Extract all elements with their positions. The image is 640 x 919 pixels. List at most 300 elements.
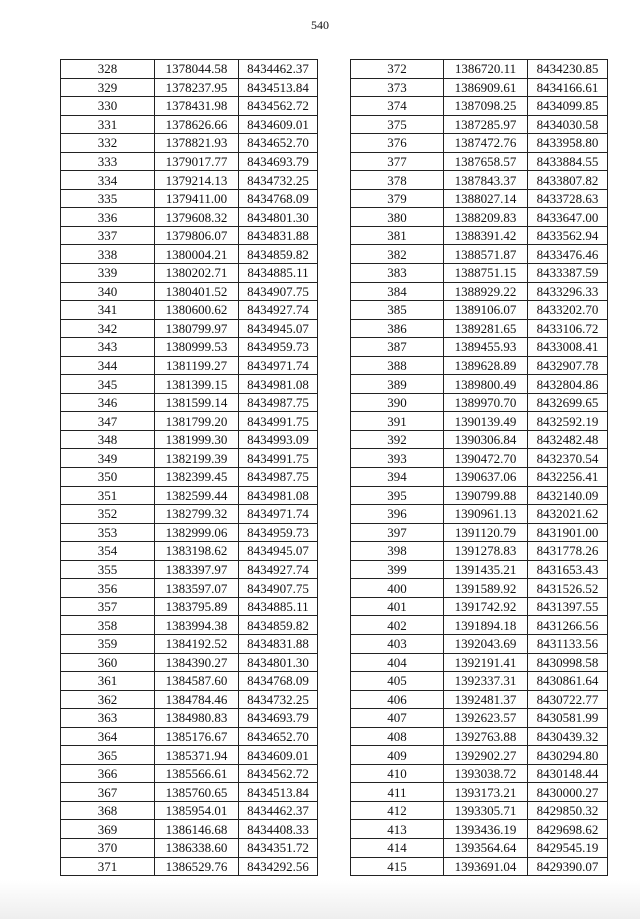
y-coordinate-cell: 8430861.64 xyxy=(528,672,608,691)
point-number-cell: 395 xyxy=(351,486,444,505)
table-row xyxy=(351,653,608,672)
table-row xyxy=(351,449,608,468)
table-row xyxy=(61,634,318,653)
point-number-cell: 391 xyxy=(351,412,444,431)
point-number-cell: 354 xyxy=(61,542,155,561)
table-row xyxy=(351,226,608,245)
x-coordinate-cell: 1392623.57 xyxy=(444,709,528,728)
y-coordinate-cell: 8433958.80 xyxy=(528,134,608,153)
y-coordinate-cell: 8432140.09 xyxy=(528,486,608,505)
table-row xyxy=(61,486,318,505)
y-coordinate-cell: 8429545.19 xyxy=(528,838,608,857)
table-row xyxy=(61,226,318,245)
y-coordinate-cell: 8433476.46 xyxy=(528,245,608,264)
x-coordinate-cell: 1393564.64 xyxy=(444,838,528,857)
table-row xyxy=(351,634,608,653)
table-row xyxy=(61,60,318,79)
x-coordinate-cell: 1381999.30 xyxy=(155,430,239,449)
x-coordinate-cell: 1379411.00 xyxy=(155,189,239,208)
y-coordinate-cell: 8432021.62 xyxy=(528,505,608,524)
table-row xyxy=(61,542,318,561)
x-coordinate-cell: 1379806.07 xyxy=(155,226,239,245)
x-coordinate-cell: 1383795.89 xyxy=(155,597,239,616)
y-coordinate-cell: 8433387.59 xyxy=(528,264,608,283)
table-row xyxy=(61,838,318,857)
point-number-cell: 387 xyxy=(351,338,444,357)
x-coordinate-cell: 1387658.57 xyxy=(444,152,528,171)
x-coordinate-cell: 1382399.45 xyxy=(155,468,239,487)
point-number-cell: 401 xyxy=(351,597,444,616)
table-row xyxy=(61,134,318,153)
x-coordinate-cell: 1392337.31 xyxy=(444,672,528,691)
x-coordinate-cell: 1380600.62 xyxy=(155,301,239,320)
point-number-cell: 340 xyxy=(61,282,155,301)
table-row xyxy=(351,412,608,431)
table-row xyxy=(351,801,608,820)
y-coordinate-cell: 8434801.30 xyxy=(239,653,318,672)
coordinates-table-right xyxy=(350,59,608,876)
y-coordinate-cell: 8434927.74 xyxy=(239,301,318,320)
point-number-cell: 385 xyxy=(351,301,444,320)
point-number-cell: 367 xyxy=(61,783,155,802)
x-coordinate-cell: 1382199.39 xyxy=(155,449,239,468)
point-number-cell: 414 xyxy=(351,838,444,857)
x-coordinate-cell: 1383994.38 xyxy=(155,616,239,635)
x-coordinate-cell: 1390139.49 xyxy=(444,412,528,431)
y-coordinate-cell: 8434030.58 xyxy=(528,115,608,134)
point-number-cell: 372 xyxy=(351,60,444,79)
point-number-cell: 329 xyxy=(61,78,155,97)
point-number-cell: 352 xyxy=(61,505,155,524)
x-coordinate-cell: 1386338.60 xyxy=(155,838,239,857)
y-coordinate-cell: 8434351.72 xyxy=(239,838,318,857)
y-coordinate-cell: 8434885.11 xyxy=(239,264,318,283)
point-number-cell: 335 xyxy=(61,189,155,208)
x-coordinate-cell: 1390306.84 xyxy=(444,430,528,449)
y-coordinate-cell: 8434768.09 xyxy=(239,672,318,691)
y-coordinate-cell: 8434993.09 xyxy=(239,430,318,449)
table-row xyxy=(351,579,608,598)
table-row xyxy=(351,430,608,449)
table-row xyxy=(61,319,318,338)
table-row xyxy=(351,319,608,338)
y-coordinate-cell: 8434652.70 xyxy=(239,134,318,153)
table-row xyxy=(351,264,608,283)
table-row xyxy=(351,60,608,79)
table-row xyxy=(61,653,318,672)
y-coordinate-cell: 8433807.82 xyxy=(528,171,608,190)
point-number-cell: 378 xyxy=(351,171,444,190)
y-coordinate-cell: 8431397.55 xyxy=(528,597,608,616)
point-number-cell: 392 xyxy=(351,430,444,449)
table-row xyxy=(61,820,318,839)
x-coordinate-cell: 1392763.88 xyxy=(444,727,528,746)
x-coordinate-cell: 1388027.14 xyxy=(444,189,528,208)
y-coordinate-cell: 8434945.07 xyxy=(239,319,318,338)
table-row xyxy=(351,672,608,691)
table-row xyxy=(351,78,608,97)
x-coordinate-cell: 1390961.13 xyxy=(444,505,528,524)
table-row xyxy=(351,393,608,412)
point-number-cell: 345 xyxy=(61,375,155,394)
x-coordinate-cell: 1387472.76 xyxy=(444,134,528,153)
x-coordinate-cell: 1380999.53 xyxy=(155,338,239,357)
point-number-cell: 371 xyxy=(61,857,155,876)
y-coordinate-cell: 8433296.33 xyxy=(528,282,608,301)
y-coordinate-cell: 8430722.77 xyxy=(528,690,608,709)
point-number-cell: 348 xyxy=(61,430,155,449)
x-coordinate-cell: 1385371.94 xyxy=(155,746,239,765)
table-row xyxy=(351,338,608,357)
point-number-cell: 332 xyxy=(61,134,155,153)
x-coordinate-cell: 1381399.15 xyxy=(155,375,239,394)
x-coordinate-cell: 1387098.25 xyxy=(444,97,528,116)
point-number-cell: 328 xyxy=(61,60,155,79)
y-coordinate-cell: 8434099.85 xyxy=(528,97,608,116)
y-coordinate-cell: 8434609.01 xyxy=(239,746,318,765)
point-number-cell: 342 xyxy=(61,319,155,338)
point-number-cell: 364 xyxy=(61,727,155,746)
y-coordinate-cell: 8434945.07 xyxy=(239,542,318,561)
y-coordinate-cell: 8430439.32 xyxy=(528,727,608,746)
point-number-cell: 383 xyxy=(351,264,444,283)
table-row xyxy=(351,208,608,227)
point-number-cell: 400 xyxy=(351,579,444,598)
point-number-cell: 337 xyxy=(61,226,155,245)
point-number-cell: 366 xyxy=(61,764,155,783)
table-row xyxy=(61,579,318,598)
table-row xyxy=(61,356,318,375)
table-row xyxy=(351,542,608,561)
x-coordinate-cell: 1383597.07 xyxy=(155,579,239,598)
y-coordinate-cell: 8434292.56 xyxy=(239,857,318,876)
x-coordinate-cell: 1388571.87 xyxy=(444,245,528,264)
table-row xyxy=(351,616,608,635)
table-row xyxy=(351,171,608,190)
table-row xyxy=(61,97,318,116)
x-coordinate-cell: 1390799.88 xyxy=(444,486,528,505)
table-row xyxy=(61,783,318,802)
x-coordinate-cell: 1393691.04 xyxy=(444,857,528,876)
x-coordinate-cell: 1379608.32 xyxy=(155,208,239,227)
y-coordinate-cell: 8434971.74 xyxy=(239,356,318,375)
table-row xyxy=(61,764,318,783)
point-number-cell: 351 xyxy=(61,486,155,505)
x-coordinate-cell: 1385566.61 xyxy=(155,764,239,783)
y-coordinate-cell: 8434732.25 xyxy=(239,690,318,709)
table-row xyxy=(61,727,318,746)
x-coordinate-cell: 1388929.22 xyxy=(444,282,528,301)
point-number-cell: 384 xyxy=(351,282,444,301)
x-coordinate-cell: 1384784.46 xyxy=(155,690,239,709)
y-coordinate-cell: 8432482.48 xyxy=(528,430,608,449)
x-coordinate-cell: 1384587.60 xyxy=(155,672,239,691)
x-coordinate-cell: 1379214.13 xyxy=(155,171,239,190)
table-row xyxy=(351,97,608,116)
point-number-cell: 362 xyxy=(61,690,155,709)
y-coordinate-cell: 8434408.33 xyxy=(239,820,318,839)
table-row xyxy=(351,486,608,505)
point-number-cell: 330 xyxy=(61,97,155,116)
y-coordinate-cell: 8430998.58 xyxy=(528,653,608,672)
x-coordinate-cell: 1389628.89 xyxy=(444,356,528,375)
table-row xyxy=(61,171,318,190)
table-row xyxy=(61,709,318,728)
point-number-cell: 341 xyxy=(61,301,155,320)
y-coordinate-cell: 8434831.88 xyxy=(239,634,318,653)
x-coordinate-cell: 1391278.83 xyxy=(444,542,528,561)
y-coordinate-cell: 8430148.44 xyxy=(528,764,608,783)
x-coordinate-cell: 1389970.70 xyxy=(444,393,528,412)
y-coordinate-cell: 8434927.74 xyxy=(239,560,318,579)
table-row xyxy=(351,245,608,264)
y-coordinate-cell: 8433562.94 xyxy=(528,226,608,245)
x-coordinate-cell: 1391742.92 xyxy=(444,597,528,616)
x-coordinate-cell: 1382799.32 xyxy=(155,505,239,524)
table-row xyxy=(61,338,318,357)
x-coordinate-cell: 1390472.70 xyxy=(444,449,528,468)
y-coordinate-cell: 8434831.88 xyxy=(239,226,318,245)
point-number-cell: 363 xyxy=(61,709,155,728)
y-coordinate-cell: 8434462.37 xyxy=(239,801,318,820)
x-coordinate-cell: 1391435.21 xyxy=(444,560,528,579)
point-number-cell: 405 xyxy=(351,672,444,691)
table-row xyxy=(351,282,608,301)
y-coordinate-cell: 8434230.85 xyxy=(528,60,608,79)
table-row xyxy=(351,134,608,153)
y-coordinate-cell: 8434981.08 xyxy=(239,375,318,394)
point-number-cell: 404 xyxy=(351,653,444,672)
table-row xyxy=(351,820,608,839)
point-number-cell: 377 xyxy=(351,152,444,171)
point-number-cell: 403 xyxy=(351,634,444,653)
table-row xyxy=(61,189,318,208)
point-number-cell: 380 xyxy=(351,208,444,227)
y-coordinate-cell: 8434981.08 xyxy=(239,486,318,505)
point-number-cell: 381 xyxy=(351,226,444,245)
table-row xyxy=(351,783,608,802)
x-coordinate-cell: 1391589.92 xyxy=(444,579,528,598)
y-coordinate-cell: 8434801.30 xyxy=(239,208,318,227)
x-coordinate-cell: 1392043.69 xyxy=(444,634,528,653)
table-row xyxy=(61,690,318,709)
table-row xyxy=(61,560,318,579)
x-coordinate-cell: 1386909.61 xyxy=(444,78,528,97)
y-coordinate-cell: 8431901.00 xyxy=(528,523,608,542)
point-number-cell: 336 xyxy=(61,208,155,227)
page-bottom-shadow xyxy=(0,880,640,919)
y-coordinate-cell: 8431133.56 xyxy=(528,634,608,653)
table-row xyxy=(351,301,608,320)
x-coordinate-cell: 1384980.83 xyxy=(155,709,239,728)
point-number-cell: 408 xyxy=(351,727,444,746)
table-row xyxy=(351,690,608,709)
table-row xyxy=(61,523,318,542)
point-number-cell: 333 xyxy=(61,152,155,171)
table-row xyxy=(61,208,318,227)
y-coordinate-cell: 8434987.75 xyxy=(239,393,318,412)
y-coordinate-cell: 8434959.73 xyxy=(239,523,318,542)
x-coordinate-cell: 1390637.06 xyxy=(444,468,528,487)
x-coordinate-cell: 1386146.68 xyxy=(155,820,239,839)
x-coordinate-cell: 1393173.21 xyxy=(444,783,528,802)
x-coordinate-cell: 1392902.27 xyxy=(444,746,528,765)
y-coordinate-cell: 8434859.82 xyxy=(239,245,318,264)
y-coordinate-cell: 8434562.72 xyxy=(239,764,318,783)
y-coordinate-cell: 8432370.54 xyxy=(528,449,608,468)
y-coordinate-cell: 8434652.70 xyxy=(239,727,318,746)
y-coordinate-cell: 8434462.37 xyxy=(239,60,318,79)
coordinates-table-left xyxy=(60,59,318,876)
y-coordinate-cell: 8434693.79 xyxy=(239,709,318,728)
point-number-cell: 413 xyxy=(351,820,444,839)
table-row xyxy=(351,152,608,171)
point-number-cell: 368 xyxy=(61,801,155,820)
y-coordinate-cell: 8433884.55 xyxy=(528,152,608,171)
point-number-cell: 350 xyxy=(61,468,155,487)
table-row xyxy=(61,301,318,320)
x-coordinate-cell: 1378237.95 xyxy=(155,78,239,97)
y-coordinate-cell: 8434693.79 xyxy=(239,152,318,171)
y-coordinate-cell: 8434732.25 xyxy=(239,171,318,190)
table-row xyxy=(351,746,608,765)
table-row xyxy=(61,282,318,301)
x-coordinate-cell: 1380004.21 xyxy=(155,245,239,264)
point-number-cell: 339 xyxy=(61,264,155,283)
point-number-cell: 379 xyxy=(351,189,444,208)
x-coordinate-cell: 1378044.58 xyxy=(155,60,239,79)
point-number-cell: 399 xyxy=(351,560,444,579)
table-row xyxy=(351,375,608,394)
point-number-cell: 353 xyxy=(61,523,155,542)
table-row xyxy=(61,505,318,524)
table-row xyxy=(351,560,608,579)
y-coordinate-cell: 8434513.84 xyxy=(239,783,318,802)
y-coordinate-cell: 8434959.73 xyxy=(239,338,318,357)
x-coordinate-cell: 1387285.97 xyxy=(444,115,528,134)
x-coordinate-cell: 1382999.06 xyxy=(155,523,239,542)
point-number-cell: 346 xyxy=(61,393,155,412)
x-coordinate-cell: 1381799.20 xyxy=(155,412,239,431)
y-coordinate-cell: 8433106.72 xyxy=(528,319,608,338)
point-number-cell: 343 xyxy=(61,338,155,357)
table-row xyxy=(61,393,318,412)
y-coordinate-cell: 8430000.27 xyxy=(528,783,608,802)
y-coordinate-cell: 8433008.41 xyxy=(528,338,608,357)
point-number-cell: 394 xyxy=(351,468,444,487)
x-coordinate-cell: 1385954.01 xyxy=(155,801,239,820)
table-row xyxy=(351,505,608,524)
table-row xyxy=(61,115,318,134)
x-coordinate-cell: 1389800.49 xyxy=(444,375,528,394)
x-coordinate-cell: 1378821.93 xyxy=(155,134,239,153)
point-number-cell: 361 xyxy=(61,672,155,691)
x-coordinate-cell: 1392481.37 xyxy=(444,690,528,709)
table-row xyxy=(351,857,608,876)
y-coordinate-cell: 8433728.63 xyxy=(528,189,608,208)
point-number-cell: 410 xyxy=(351,764,444,783)
x-coordinate-cell: 1380799.97 xyxy=(155,319,239,338)
table-row xyxy=(61,264,318,283)
x-coordinate-cell: 1386720.11 xyxy=(444,60,528,79)
point-number-cell: 347 xyxy=(61,412,155,431)
point-number-cell: 406 xyxy=(351,690,444,709)
table-row xyxy=(61,672,318,691)
y-coordinate-cell: 8432256.41 xyxy=(528,468,608,487)
point-number-cell: 415 xyxy=(351,857,444,876)
point-number-cell: 360 xyxy=(61,653,155,672)
point-number-cell: 349 xyxy=(61,449,155,468)
point-number-cell: 386 xyxy=(351,319,444,338)
point-number-cell: 338 xyxy=(61,245,155,264)
y-coordinate-cell: 8434885.11 xyxy=(239,597,318,616)
point-number-cell: 382 xyxy=(351,245,444,264)
y-coordinate-cell: 8434562.72 xyxy=(239,97,318,116)
y-coordinate-cell: 8434991.75 xyxy=(239,412,318,431)
x-coordinate-cell: 1385760.65 xyxy=(155,783,239,802)
y-coordinate-cell: 8432804.86 xyxy=(528,375,608,394)
point-number-cell: 365 xyxy=(61,746,155,765)
y-coordinate-cell: 8429698.62 xyxy=(528,820,608,839)
x-coordinate-cell: 1379017.77 xyxy=(155,152,239,171)
y-coordinate-cell: 8434907.75 xyxy=(239,282,318,301)
x-coordinate-cell: 1391120.79 xyxy=(444,523,528,542)
x-coordinate-cell: 1389106.07 xyxy=(444,301,528,320)
y-coordinate-cell: 8432592.19 xyxy=(528,412,608,431)
table-row xyxy=(61,597,318,616)
point-number-cell: 407 xyxy=(351,709,444,728)
table-row xyxy=(351,189,608,208)
x-coordinate-cell: 1389455.93 xyxy=(444,338,528,357)
point-number-cell: 393 xyxy=(351,449,444,468)
y-coordinate-cell: 8434609.01 xyxy=(239,115,318,134)
point-number-cell: 334 xyxy=(61,171,155,190)
table-row xyxy=(61,616,318,635)
point-number-cell: 390 xyxy=(351,393,444,412)
table-row xyxy=(61,801,318,820)
x-coordinate-cell: 1388751.15 xyxy=(444,264,528,283)
x-coordinate-cell: 1385176.67 xyxy=(155,727,239,746)
x-coordinate-cell: 1389281.65 xyxy=(444,319,528,338)
point-number-cell: 412 xyxy=(351,801,444,820)
table-row xyxy=(351,597,608,616)
point-number-cell: 374 xyxy=(351,97,444,116)
point-number-cell: 409 xyxy=(351,746,444,765)
table-row xyxy=(351,523,608,542)
table-row xyxy=(61,746,318,765)
point-number-cell: 331 xyxy=(61,115,155,134)
point-number-cell: 358 xyxy=(61,616,155,635)
point-number-cell: 344 xyxy=(61,356,155,375)
x-coordinate-cell: 1393436.19 xyxy=(444,820,528,839)
x-coordinate-cell: 1386529.76 xyxy=(155,857,239,876)
x-coordinate-cell: 1393305.71 xyxy=(444,801,528,820)
x-coordinate-cell: 1380401.52 xyxy=(155,282,239,301)
point-number-cell: 398 xyxy=(351,542,444,561)
point-number-cell: 396 xyxy=(351,505,444,524)
x-coordinate-cell: 1387843.37 xyxy=(444,171,528,190)
point-number-cell: 389 xyxy=(351,375,444,394)
x-coordinate-cell: 1388391.42 xyxy=(444,226,528,245)
point-number-cell: 356 xyxy=(61,579,155,598)
point-number-cell: 369 xyxy=(61,820,155,839)
point-number-cell: 355 xyxy=(61,560,155,579)
y-coordinate-cell: 8430581.99 xyxy=(528,709,608,728)
table-row xyxy=(351,356,608,375)
x-coordinate-cell: 1383397.97 xyxy=(155,560,239,579)
y-coordinate-cell: 8434991.75 xyxy=(239,449,318,468)
x-coordinate-cell: 1381599.14 xyxy=(155,393,239,412)
